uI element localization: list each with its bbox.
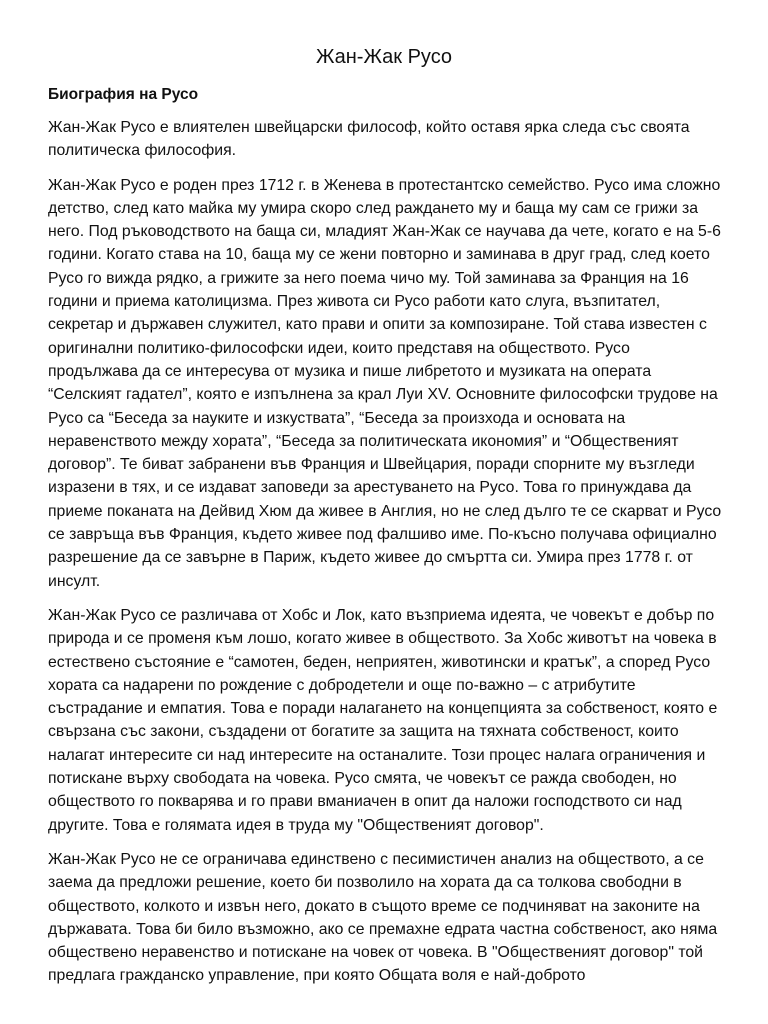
section-heading: Биография на Русо [48, 86, 199, 103]
document-title: Жан-Жак Русо [315, 46, 453, 68]
document-body [48, 84, 724, 999]
paragraph-biography: Жан-Жак Русо е роден през 1712 г. в Женева в протестантско семейство. Русо има сложно детство, след като майка му умира скоро след раждането му и баща му сам се грижи за него. Под ръководството на баща си, младият Жан-Жак се научава да чете, когато е на 5-6 години. Когато става на 10, баща му се жени повторно и заминава в друг град, след което Русо го вижда рядко, а грижите за него поема чичо му. Той заминава за Франция на 16 години и приема католицизма. През живота си Русо работи като слуга, възпитател, секретар и държавен служител, като прави и опити за композиране. Той става известен с оригинални политико-философски идеи, които представя на обществото. Русо продължава да се интересува от музика и пише либретото и музиката на операта “Селският гадател”, която е изпълнена за крал Луи XV. Основните философски трудове на Русо са “Беседа за науките и изкуствата”, “Беседа за произхода и основата на неравенството между хората”, “Беседа за политическата икономия” и “Общественият договор”. Те биват забранени във Франция и Швейцария, поради спорните му възгледи изразени в тях, и се издават заповеди за арестуването на Русо. Това го принуждава да приеме поканата на Дейвид Хюм да живее в Англия, но не след дълго те се скарват и Русо се завръща във Франция, където живее под фалшиво име. По-късно получава официално разрешение да се завърне в Париж, където живее до смъртта си. Умира през 1778 г. от инсулт. [48, 176, 722, 590]
paragraph-intro: Жан-Жак Русо е влиятелен швейцарски философ, който оставя ярка следа със своята политическа философия. [48, 119, 690, 160]
paragraph-philosophy: Жан-Жак Русо се различава от Хобс и Лок, като възприема идеята, че човекът е добър по природа и се променя към лошо, когато живее в обществото. За Хобс животът на човека в естествено състояние е “самотен, беден, неприятен, животински и кратък”, а според Русо хората са надарени по рождение с добродетели и още по-важно – с атрибутите състрадание и емпатия. Това е поради налагането на концепцията за собственост, която е свързана със закони, създадени от богатите за защита на тяхната собственост, които налагат интересите си над интересите на останалите. Този процес налага ограничения и потискане върху свободата на човека. Русо смята, че човекът се ражда свободен, но обществото го покварява и го прави вманиачен в опит да наложи господството си над другите. Това е голямата идея в труда му "Общественият договор". [48, 606, 718, 834]
paragraph-social-contract: Жан-Жак Русо не се ограничава единствено с песимистичен анализ на обществото, а се заема да предложи решение, което би позволило на хората да са толкова свободни в обществото, колкото и извън него, докато в същото време се подчиняват на законите на държавата. Това би било възможно, ако се премахне едрата частна собственост, ако няма обществено неравенство и потискане на човек от човека. В "Общественият договор" той предлага гражданско управление, при която Общата воля е най-доброто [48, 850, 718, 985]
